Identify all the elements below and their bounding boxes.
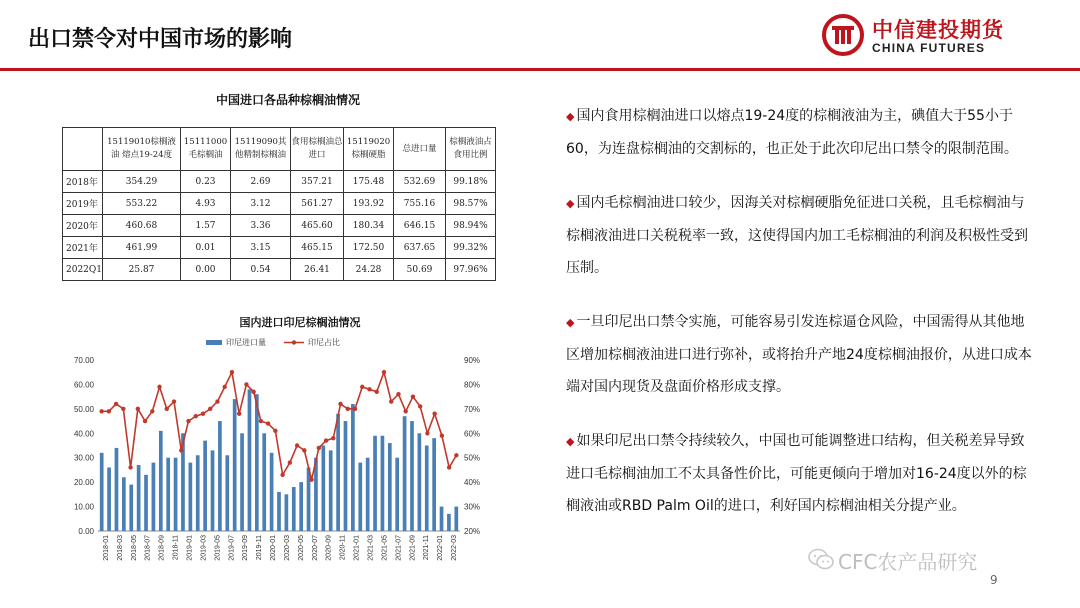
table-cell: 3.12 — [231, 193, 291, 215]
share-point — [230, 370, 234, 374]
table-cell: 175.48 — [344, 171, 394, 193]
share-point — [107, 409, 111, 413]
share-point — [382, 370, 386, 374]
share-point — [280, 473, 284, 477]
import-volume-bar — [418, 433, 422, 531]
import-volume-bar — [262, 433, 266, 531]
share-point — [251, 390, 255, 394]
table-cell: 465.15 — [291, 237, 344, 259]
y-right-tick-label: 30% — [464, 502, 480, 512]
x-tick-label: 2019-11 — [256, 535, 264, 561]
table-cell: 0.01 — [181, 237, 231, 259]
table-cell: 357.21 — [291, 171, 344, 193]
share-point — [324, 438, 328, 442]
share-point — [194, 414, 198, 418]
share-point — [411, 394, 415, 398]
table-cell: 24.28 — [344, 259, 394, 281]
share-point — [208, 407, 212, 411]
share-point — [136, 407, 140, 411]
share-point — [425, 431, 429, 435]
share-point — [302, 448, 306, 452]
table-cell: 637.65 — [394, 237, 446, 259]
share-point — [266, 421, 270, 425]
y-left-tick-label: 30.00 — [73, 453, 94, 463]
share-point — [143, 419, 147, 423]
import-volume-bar — [292, 487, 296, 531]
share-point — [128, 465, 132, 469]
import-volume-bar — [107, 467, 111, 531]
x-tick-label: 2018-01 — [102, 535, 110, 561]
share-point — [346, 407, 350, 411]
table-row — [63, 237, 496, 259]
table-header-cell: 15119010棕榈液油 熔点19-24度 — [103, 128, 181, 171]
citic-logo-icon — [822, 14, 864, 56]
import-volume-bar — [344, 421, 348, 531]
x-tick-label: 2021-07 — [395, 535, 403, 561]
table-header-cell: 总进口量 — [394, 128, 446, 171]
import-volume-bar — [122, 477, 126, 531]
wechat-icon — [808, 548, 834, 570]
header-divider — [0, 68, 1080, 71]
import-volume-bar — [410, 421, 414, 531]
table-cell: 25.87 — [103, 259, 181, 281]
table-row — [63, 171, 496, 193]
share-point — [179, 448, 183, 452]
diamond-bullet-icon: ◆ — [566, 316, 575, 329]
diamond-bullet-icon: ◆ — [566, 197, 575, 210]
table-cell: 180.34 — [344, 215, 394, 237]
y-left-tick-label: 20.00 — [73, 478, 94, 488]
indonesia-import-chart — [60, 332, 480, 594]
table-cell: 465.60 — [291, 215, 344, 237]
legend-bar-label: 印尼进口量 — [226, 338, 266, 347]
share-point — [404, 409, 408, 413]
table-cell: 532.69 — [394, 171, 446, 193]
table-cell: 354.29 — [103, 171, 181, 193]
table-cell: 0.00 — [181, 259, 231, 281]
table-cell: 98.57% — [446, 193, 496, 215]
brand-name-cn: 中信建投期货 — [872, 18, 1004, 42]
share-point — [121, 407, 125, 411]
table-cell: 3.36 — [231, 215, 291, 237]
import-volume-bar — [321, 446, 325, 532]
x-tick-label: 2021-03 — [367, 535, 375, 561]
y-left-tick-label: 10.00 — [73, 502, 94, 512]
table-cell: 0.23 — [181, 171, 231, 193]
share-point — [201, 412, 205, 416]
x-tick-label: 2020-11 — [339, 535, 347, 561]
table-cell: 1.57 — [181, 215, 231, 237]
table-cell: 26.41 — [291, 259, 344, 281]
share-point — [360, 385, 364, 389]
import-volume-bar — [137, 465, 141, 531]
import-volume-bar — [307, 467, 311, 531]
table-cell: 2022Q1 — [63, 259, 103, 281]
import-volume-bar — [225, 455, 229, 531]
share-point — [288, 460, 292, 464]
table-cell: 99.32% — [446, 237, 496, 259]
x-tick-label: 2019-01 — [186, 535, 194, 561]
table-header-cell — [63, 128, 103, 171]
import-volume-bar — [233, 399, 237, 531]
share-point — [150, 409, 154, 413]
table-cell: 98.94% — [446, 215, 496, 237]
import-volume-bar — [152, 463, 156, 531]
share-point — [447, 465, 451, 469]
import-volume-bar — [329, 450, 333, 531]
share-point — [273, 429, 277, 433]
share-point — [172, 399, 176, 403]
x-tick-label: 2019-07 — [228, 535, 236, 561]
bullet-item — [566, 187, 1036, 284]
bullet-text: 如果印尼出口禁令持续较久，中国也可能调整进口结构，但关税差异导致进口毛棕榈油加工不太具备性价比，可能更倾向于增加对16-24度以外的棕榈液油或RBD Palm Oil的进口，利好国内棕榈油相关分提产业。 — [566, 433, 1027, 514]
import-volume-bar — [277, 492, 281, 531]
import-volume-bar — [336, 414, 340, 531]
import-volume-bar — [351, 404, 355, 531]
x-tick-label: 2019-03 — [200, 535, 208, 561]
x-tick-label: 2022-03 — [451, 535, 459, 561]
import-volume-bar — [454, 507, 458, 531]
y-left-tick-label: 70.00 — [73, 356, 94, 365]
import-volume-bar — [144, 475, 148, 531]
x-tick-label: 2020-05 — [297, 535, 305, 561]
watermark-text: CFC农产品研究 — [838, 550, 978, 574]
table-header-row — [63, 128, 496, 171]
x-tick-label: 2019-09 — [242, 535, 250, 561]
share-point — [338, 402, 342, 406]
x-tick-label: 2020-09 — [325, 535, 333, 561]
bullet-text: 国内食用棕榈油进口以熔点19-24度的棕榈液油为主，碘值大于55小于60，为连盘棕榈油的交割标的，也正处于此次印尼出口禁令的限制范围。 — [566, 108, 1018, 157]
table-cell: 553.22 — [103, 193, 181, 215]
import-volume-bar — [174, 458, 178, 531]
import-volume-bar — [270, 453, 274, 531]
diamond-bullet-icon: ◆ — [566, 435, 575, 448]
table-header-cell: 15119090其他精制棕榈油 — [231, 128, 291, 171]
bullet-item — [566, 425, 1036, 522]
x-tick-label: 2021-11 — [423, 535, 431, 561]
y-right-tick-label: 50% — [464, 453, 480, 463]
share-point — [244, 382, 248, 386]
share-point — [237, 412, 241, 416]
share-point — [186, 419, 190, 423]
import-volume-bar — [299, 482, 303, 531]
share-point — [317, 446, 321, 450]
import-volume-bar — [388, 443, 392, 531]
y-left-tick-label: 50.00 — [73, 404, 94, 414]
import-volume-bar — [211, 450, 215, 531]
x-tick-label: 2018-03 — [116, 535, 124, 561]
table-cell: 97.96% — [446, 259, 496, 281]
legend-bar-swatch — [206, 340, 222, 345]
table-row — [63, 193, 496, 215]
share-point — [165, 407, 169, 411]
y-left-tick-label: 0.00 — [78, 527, 94, 536]
import-volume-bar — [285, 494, 289, 531]
import-volume-bar — [395, 458, 399, 531]
share-point — [215, 399, 219, 403]
table-cell: 2021年 — [63, 237, 103, 259]
import-volume-bar — [115, 448, 119, 531]
import-volume-bar — [159, 431, 163, 531]
share-point — [353, 407, 357, 411]
import-volume-bar — [373, 436, 377, 531]
x-tick-label: 2020-07 — [311, 535, 319, 561]
bullet-list — [566, 100, 1036, 544]
share-point — [114, 402, 118, 406]
table-cell: 646.15 — [394, 215, 446, 237]
share-point — [367, 387, 371, 391]
legend-line-label: 印尼占比 — [308, 338, 340, 347]
x-tick-label: 2021-05 — [381, 535, 389, 561]
share-point — [396, 392, 400, 396]
import-volume-bar — [129, 485, 133, 531]
import-volume-bar — [218, 421, 222, 531]
y-left-tick-label: 40.00 — [73, 429, 94, 439]
share-point — [295, 443, 299, 447]
table-cell: 2020年 — [63, 215, 103, 237]
table-cell: 0.54 — [231, 259, 291, 281]
import-volume-bar — [381, 436, 385, 531]
table-cell: 193.92 — [344, 193, 394, 215]
table-cell: 460.68 — [103, 215, 181, 237]
legend-line-marker — [292, 340, 296, 344]
import-volume-bar — [403, 416, 407, 531]
table-row — [63, 259, 496, 281]
brand-name-en: CHINA FUTURES — [872, 41, 986, 55]
import-volume-bar — [189, 463, 193, 531]
table-cell: 3.15 — [231, 237, 291, 259]
share-point — [259, 419, 263, 423]
import-volume-bar — [203, 441, 207, 531]
import-volume-bar — [166, 458, 170, 531]
table-cell: 755.16 — [394, 193, 446, 215]
bullet-text: 一旦印尼出口禁令实施，可能容易引发连棕逼仓风险，中国需得从其他地区增加棕榈液油进口进行弥补，或将抬升产地24度棕榈油报价，从进口成本端对国内现货及盘面价格形成支撑。 — [566, 314, 1032, 395]
table-cell: 2019年 — [63, 193, 103, 215]
y-left-tick-label: 60.00 — [73, 380, 94, 390]
bullet-text: 国内毛棕榈油进口较少，因海关对棕榈硬脂免征进口关税，且毛棕榈油与棕榈液油进口关税税率一致，这使得国内加工毛棕榈油的利润及积极性受到压制。 — [566, 195, 1028, 276]
share-point — [375, 390, 379, 394]
table-cell: 461.99 — [103, 237, 181, 259]
x-tick-label: 2018-09 — [158, 535, 166, 561]
import-volume-bar — [240, 433, 244, 531]
table-header-cell: 棕榈液油占食用比例 — [446, 128, 496, 171]
table-cell: 99.18% — [446, 171, 496, 193]
x-tick-label: 2018-11 — [172, 535, 180, 561]
import-volume-bar — [425, 446, 429, 532]
x-tick-label: 2021-09 — [409, 535, 417, 561]
share-point — [331, 436, 335, 440]
table-header-cell: 15119020棕榈硬脂 — [344, 128, 394, 171]
x-tick-label: 2020-01 — [270, 535, 278, 561]
share-point — [99, 409, 103, 413]
x-tick-label: 2020-03 — [283, 535, 291, 561]
share-point — [309, 478, 313, 482]
import-volume-bar — [432, 438, 436, 531]
import-volume-bar — [196, 455, 200, 531]
import-volume-bar — [447, 514, 451, 531]
chart-title: 国内进口印尼棕榈油情况 — [239, 316, 361, 329]
bullet-item — [566, 100, 1036, 165]
table-cell: 4.93 — [181, 193, 231, 215]
x-tick-label: 2019-05 — [214, 535, 222, 561]
y-right-tick-label: 70% — [464, 404, 480, 414]
table-header-cell: 15111000毛棕榈油 — [181, 128, 231, 171]
x-tick-label: 2021-01 — [353, 535, 361, 561]
share-point — [389, 399, 393, 403]
table-header-cell: 食用棕榈油总进口 — [291, 128, 344, 171]
diamond-bullet-icon: ◆ — [566, 110, 575, 123]
bullet-item — [566, 306, 1036, 403]
share-point — [454, 453, 458, 457]
x-tick-label: 2022-01 — [437, 535, 445, 561]
share-point — [418, 404, 422, 408]
y-right-tick-label: 80% — [464, 380, 480, 390]
table-title: 中国进口各品种棕榈油情况 — [215, 93, 360, 107]
table-cell: 50.69 — [394, 259, 446, 281]
share-point — [432, 412, 436, 416]
import-volume-bar — [248, 389, 252, 531]
import-volume-bar — [366, 458, 370, 531]
y-right-tick-label: 90% — [464, 356, 480, 365]
import-volume-bar — [358, 463, 362, 531]
table-cell: 2018年 — [63, 171, 103, 193]
y-right-tick-label: 60% — [464, 429, 480, 439]
import-volume-bar — [255, 394, 259, 531]
table-cell: 172.50 — [344, 237, 394, 259]
x-tick-label: 2018-05 — [130, 535, 138, 561]
table-cell: 561.27 — [291, 193, 344, 215]
share-point — [157, 385, 161, 389]
share-point — [223, 385, 227, 389]
share-point — [440, 434, 444, 438]
import-table — [62, 127, 496, 281]
y-right-tick-label: 20% — [464, 527, 480, 536]
y-right-tick-label: 40% — [464, 478, 480, 488]
import-volume-bar — [440, 507, 444, 531]
page-number: 9 — [990, 573, 998, 587]
import-volume-bar — [100, 453, 104, 531]
table-row — [63, 215, 496, 237]
page-title: 出口禁令对中国市场的影响 — [28, 27, 293, 52]
x-tick-label: 2018-07 — [144, 535, 152, 561]
table-cell: 2.69 — [231, 171, 291, 193]
